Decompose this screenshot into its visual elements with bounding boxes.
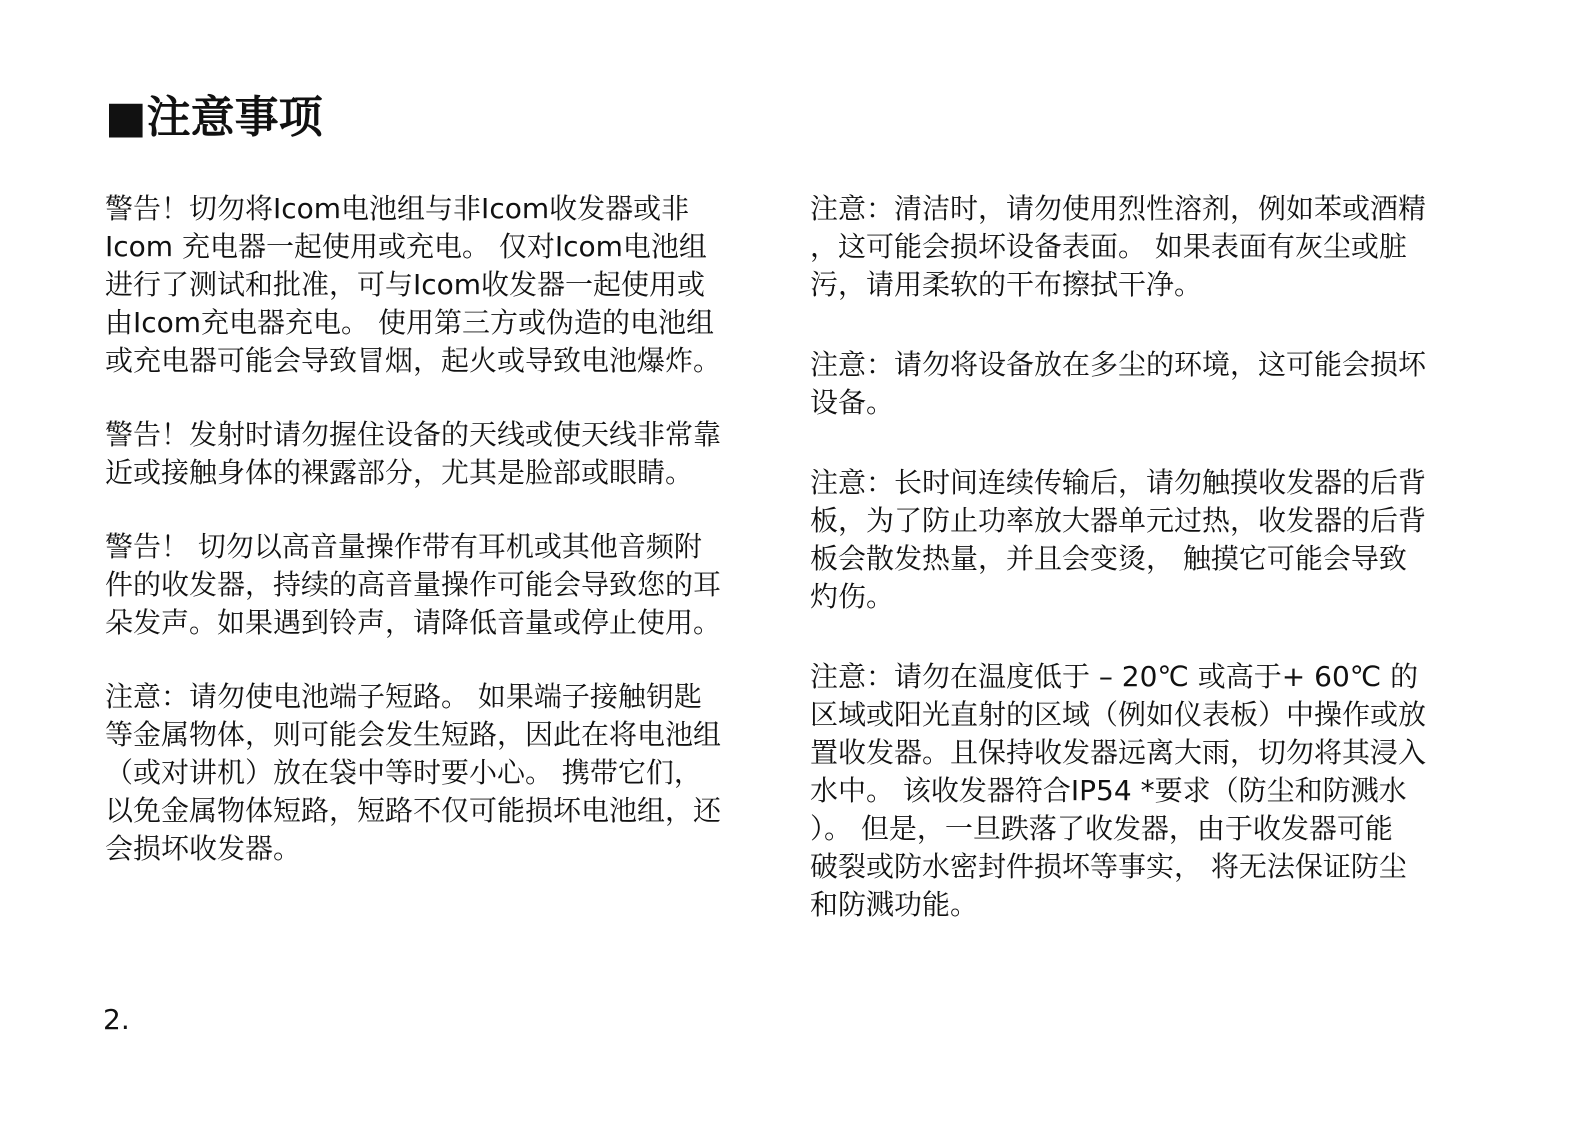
paragraph-line: 和防溅功能。 [810,888,979,921]
paragraph-line: 或充电器可能会导致冒烟，起火或导致电池爆炸。 [105,344,722,377]
paragraph-line: ，这可能会损坏设备表面。 如果表面有灰尘或脏 [810,230,1407,263]
page-title: ■注意事项 [105,92,323,143]
paragraph-line: 设备。 [810,386,895,419]
paragraph-line: 注意：请勿在温度低于 – 20℃ 或高于+ 60℃ 的 [810,660,1419,693]
paragraph-line: 注意：请勿使电池端子短路。 如果端子接触钥匙 [105,680,702,713]
paragraph-line: 进行了测试和批准，可与Icom收发器一起使用或 [105,268,706,301]
paragraph-line: 置收发器。且保持收发器远离大雨，切勿将其浸入 [810,736,1427,769]
paragraph-line: ）。 但是，一旦跌落了收发器，由于收发器可能 [810,812,1393,845]
caution-temperature-paragraph [810,658,1480,924]
paragraph-line: 注意：请勿将设备放在多尘的环境，这可能会损坏 [810,348,1427,381]
paragraph-line: 水中。 该收发器符合IP54 *要求（防尘和防溅水 [810,774,1407,807]
warning-battery-paragraph [105,190,775,380]
page-number: 2. [103,1003,130,1036]
paragraph-line: Icom 充电器一起使用或充电。 仅对Icom电池组 [105,230,707,263]
caution-short-circuit-paragraph [105,678,775,868]
paragraph-line: 板，为了防止功率放大器单元过热，收发器的后背 [810,504,1427,537]
paragraph-line: 注意：长时间连续传输后，请勿触摸收发器的后背 [810,466,1427,499]
paragraph-line: 灼伤。 [810,580,895,613]
paragraph-line: 朵发声。如果遇到铃声，请降低音量或停止使用。 [105,606,722,639]
paragraph-line: 注意：清洁时，请勿使用烈性溶剂，例如苯或酒精 [810,192,1427,225]
paragraph-line: 由Icom充电器充电。 使用第三方或伪造的电池组 [105,306,714,339]
left-column [105,190,775,868]
paragraph-line: （或对讲机）放在袋中等时要小心。 携带它们， [105,756,702,789]
paragraph-line: 区域或阳光直射的区域（例如仪表板）中操作或放 [810,698,1427,731]
paragraph-line: 件的收发器，持续的高音量操作可能会导致您的耳 [105,568,722,601]
paragraph-line: 警告！发射时请勿握住设备的天线或使天线非常靠 [105,418,722,451]
paragraph-line: 近或接触身体的裸露部分，尤其是脸部或眼睛。 [105,456,694,489]
paragraph-line: 等金属物体，则可能会发生短路，因此在将电池组 [105,718,722,751]
paragraph-line: 以免金属物体短路，短路不仅可能损坏电池组，还 [105,794,722,827]
paragraph-line: 污，请用柔软的干布擦拭干净。 [810,268,1203,301]
warning-antenna-paragraph [105,416,775,492]
paragraph-line: 破裂或防水密封件损坏等事实， 将无法保证防尘 [810,850,1407,883]
caution-heat-paragraph [810,464,1480,616]
paragraph-line: 板会散发热量，并且会变烫， 触摸它可能会导致 [810,542,1407,575]
paragraph-line: 会损坏收发器。 [105,832,302,865]
caution-cleaning-paragraph [810,190,1480,304]
caution-dust-paragraph [810,346,1480,422]
paragraph-line: 警告！切勿将Icom电池组与非Icom收发器或非 [105,192,690,225]
paragraph-line: 警告！ 切勿以高音量操作带有耳机或其他音频附 [105,530,702,563]
right-column [810,190,1480,924]
warning-volume-paragraph [105,528,775,642]
